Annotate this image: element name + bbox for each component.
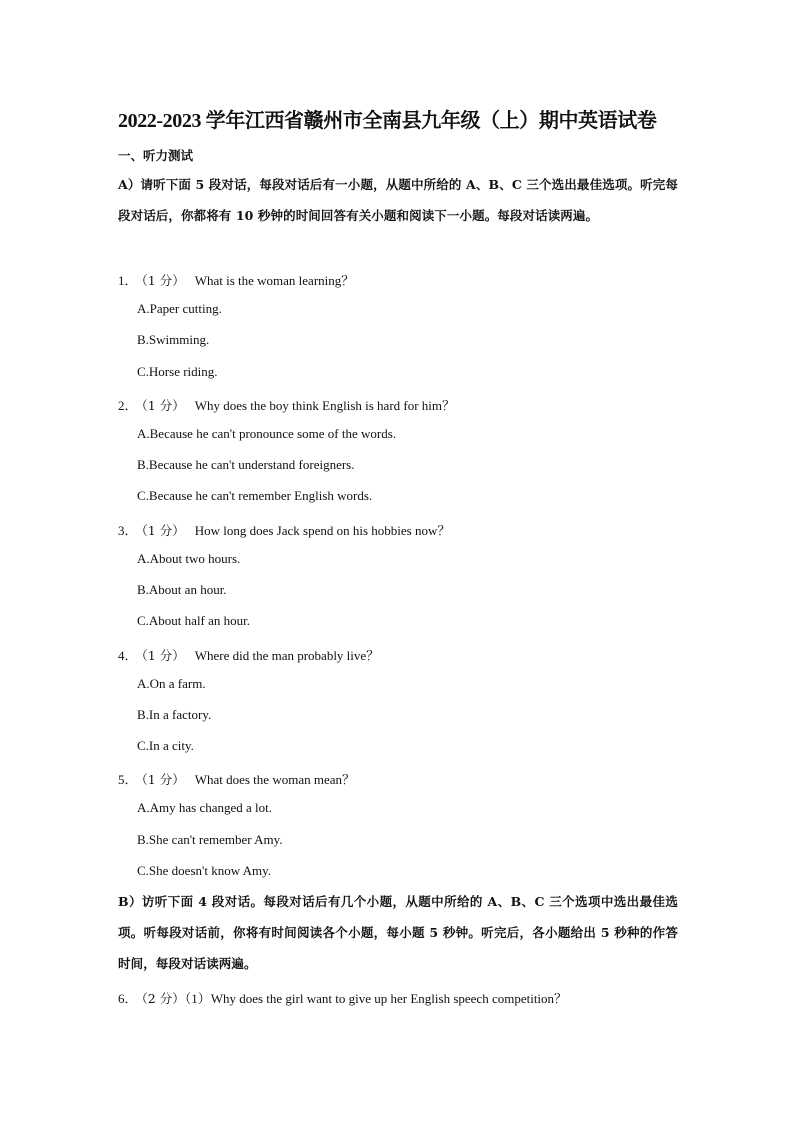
option-b: B.In a factory. <box>137 707 212 722</box>
question-number: 4． <box>118 648 138 663</box>
option-a: A.Because he can't pronounce some of the words. <box>137 426 397 441</box>
option-c: C.Because he can't remember English words. <box>137 488 373 503</box>
option-a: A.About two hours. <box>137 551 241 566</box>
question-score: （1 分） <box>141 398 185 413</box>
question-6 <box>118 988 567 1007</box>
question-text: Why does the boy think English is hard for him？ <box>194 398 456 413</box>
option-b: B.Because he can't understand foreigners. <box>137 457 355 472</box>
question-3 <box>118 520 450 539</box>
question-text: （1）Why does the girl want to give up her English speech competition？ <box>184 991 568 1006</box>
question-text: What does the woman mean？ <box>194 772 355 787</box>
section-heading: 一、听力测试 <box>118 148 194 163</box>
question-number: 1． <box>118 273 138 288</box>
question-number: 2． <box>118 398 138 413</box>
question-score: （1 分） <box>141 273 185 288</box>
option-c: C.She doesn't know Amy. <box>137 863 272 878</box>
question-number: 6． <box>118 991 138 1006</box>
question-number: 5． <box>118 772 138 787</box>
option-b: B.About an hour. <box>137 582 227 597</box>
instruction-b: B）访听下面 4 段对话。每段对话后有几个小题，从题中所给的 A、B、C 三个选项中选出最佳选项。听每段对话前，你将有时间阅读各个小题，每小题 5 秒钟。听完后，各小题给出 5 秒种的作答时间，每段对话读两遍。 <box>118 894 678 971</box>
instruction-a: A）请听下面 5 段对话，每段对话后有一小题，从题中所给的 A、B、C 三个选出最佳选项。听完每段对话后，你都将有 10 秒钟的时间回答有关小题和阅读下一小题。每段对话读两遍。 <box>118 177 678 223</box>
question-2 <box>118 395 455 414</box>
question-number: 3． <box>118 523 138 538</box>
option-b: B.She can't remember Amy. <box>137 832 283 847</box>
question-text: Where did the man probably live？ <box>194 648 380 663</box>
question-score: （1 分） <box>141 772 185 787</box>
question-4 <box>118 645 379 664</box>
question-text: What is the woman learning？ <box>194 273 355 288</box>
option-c: C.In a city. <box>137 738 194 753</box>
option-c: C.Horse riding. <box>137 364 218 379</box>
option-b: B.Swimming. <box>137 332 210 347</box>
question-1 <box>118 270 354 289</box>
option-a: A.Amy has changed a lot. <box>137 800 273 815</box>
question-score: （1 分） <box>141 648 185 663</box>
page-title: 2022-2023 学年江西省赣州市全南县九年级（上）期中英语试卷 <box>118 110 657 132</box>
question-score: （2 分） <box>141 991 185 1006</box>
question-text: How long does Jack spend on his hobbies now？ <box>194 523 451 538</box>
option-a: A.Paper cutting. <box>137 301 222 316</box>
question-score: （1 分） <box>141 523 185 538</box>
option-c: C.About half an hour. <box>137 613 251 628</box>
question-5 <box>118 769 355 788</box>
option-a: A.On a farm. <box>137 676 206 691</box>
